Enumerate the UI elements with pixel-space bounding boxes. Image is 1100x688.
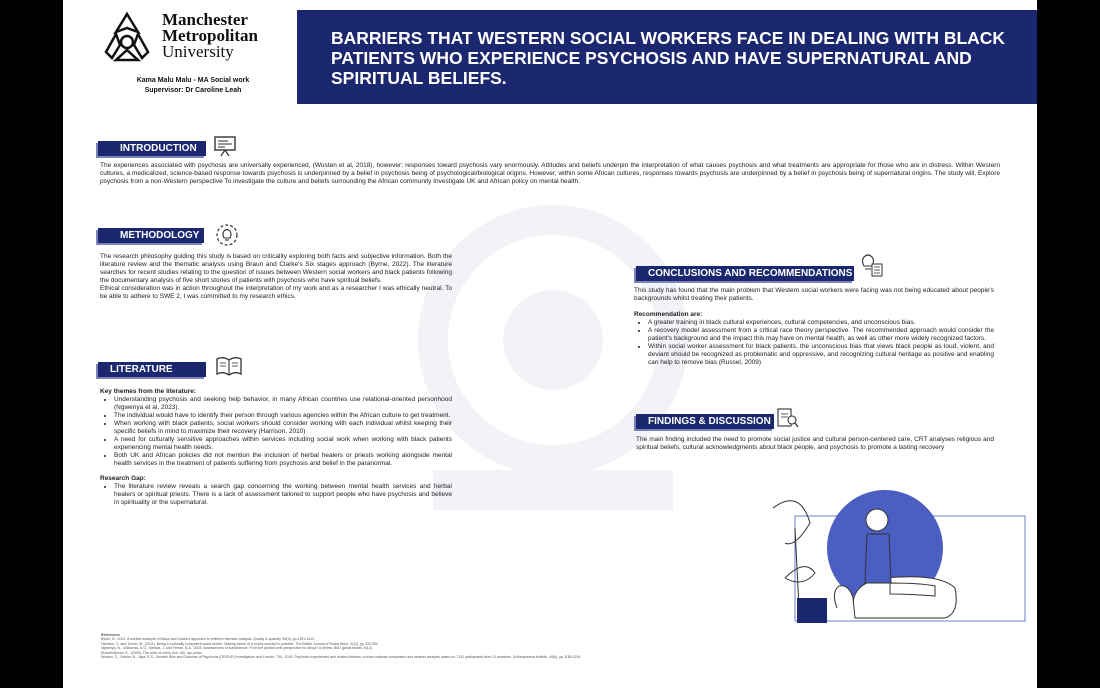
recommendations-list xyxy=(634,319,994,367)
university-name xyxy=(162,12,258,60)
university-name-line3: University xyxy=(162,42,234,61)
poster-title: BARRIERS THAT WESTERN SOCIAL WORKERS FACE IN DEALING WITH BLACK PATIENTS WHO EXPERIENCE PSYCHOSIS AND HAVE SUPERNATURAL AND SPIRITUAL BELIEFS. xyxy=(331,28,1006,88)
university-name-line2: Metropolitan xyxy=(162,26,259,45)
methodology-paragraph-1: The research philosophy guiding this study is based on criticality exploring both facts and subjective information. Both the literature review and the thematic analysis using Braun and Clarke's Six stages approach (Byrne, 2022). The literature searches for recent studies relating to the question of issues between Western social workers and black patients following the documentary analysis of five short stories of patients with psychosis who have spiritual beliefs. xyxy=(100,253,452,284)
title-banner xyxy=(297,10,1037,104)
list-item: • A recovery model assessment from a critical race theory perspective. The recommended approach would consider the patient's background and the impact this may have on mental health, as well as other more widely recognized factors. xyxy=(648,327,994,343)
reference-item: Russell-Brown, K., (2009). The color of crime (Vol. 45). nyu press. xyxy=(101,650,203,655)
person-on-chair-illustration xyxy=(745,488,1027,628)
university-name-line1: Manchester xyxy=(162,10,248,29)
clipboard-magnifier-icon xyxy=(775,405,799,429)
recommendations-label: Recommendation are: xyxy=(634,311,703,318)
list-item: • A need for culturally sensitive approaches within services including social work when working with black patients experiencing mental health needs. xyxy=(114,436,452,452)
literature-review-text xyxy=(100,388,452,507)
list-item: • When working with black patients, social workers should consider working with each individual whilst keeping their specific beliefs in mind to maximize their recovery (Harrison, 2010) xyxy=(114,420,452,436)
conclusions-text xyxy=(634,287,994,367)
key-themes-label: Key themes from the literature: xyxy=(100,388,197,395)
research-gap-list xyxy=(100,483,452,507)
conclusions-paragraph: This study has found that the main problem that Western social workers were facing was not being educated about people's backgrounds whilst treating their patients. xyxy=(634,287,994,302)
list-item: • The literature review reveals a search gap concerning the working between mental health services and herbal healers or spiritual priests. There is a lack of assessment tailored to support people who have psychosis and believe in spirituality or the supernatural. xyxy=(114,483,452,507)
poster xyxy=(63,0,1037,688)
list-item: • Understanding psychosis and seeking help behavior, in many African countries use relational-oriented personhood (Ngwenya et al, 2023). xyxy=(114,396,452,412)
open-book-icon xyxy=(214,354,244,378)
list-item: • Within social worker assessment for black patients, the unconscious bias that views black people as loud, violent, and deviant should be recognized as problematic and oppressive, and recognizing cultural heritage as positive and enabling can help to remove bias (Russel, 2009) xyxy=(648,343,994,367)
methodology-text xyxy=(100,253,452,301)
university-logo xyxy=(98,10,278,70)
list-item: • A greater training in black cultural experiences, cultural competencies, and unconscious bias. xyxy=(648,319,994,327)
research-gap-label: Research Gap: xyxy=(100,475,146,482)
reference-item: Ngwenya, N., Chibanda, D.G., Seedat, J. and Ferrari, N.A., 2023. Assessments of subsistence: From the global north perspective for Africa? A review. BMJ global health, 8(12). xyxy=(101,646,373,651)
university-logo-icon xyxy=(98,10,156,68)
findings-paragraph: The main finding included the need to promote social justice and cultural person-centered care, CRT analyses religious and spiritual beliefs, cultural acknowledgments about black people, and psychosis to promote a lasting recovery xyxy=(636,436,994,451)
lightbulb-gears-icon xyxy=(214,222,240,248)
conclusions-heading-label: CONCLUSIONS AND RECOMMENDATIONS xyxy=(648,268,853,279)
methodology-heading-label: METHODOLOGY xyxy=(120,230,200,241)
author-block xyxy=(113,76,273,96)
list-item: • The individual would have to identify their person through various agencies within the African culture to get treatment. xyxy=(114,412,452,420)
findings-text xyxy=(636,436,994,452)
introduction-text xyxy=(100,162,1000,186)
reference-item: Harrison, S. and Turner, M., (2011). Being a 'culturally competent'social worker: Making sense of a murky concept in practice. The British Journal of Social Work, 41(2), pp.333-350. xyxy=(101,641,379,646)
literature-review-heading-label: LITERATURE REVIEW xyxy=(110,364,173,390)
introduction-heading xyxy=(98,141,206,156)
author-name: Kama Malu Malu - MA Social work xyxy=(136,77,250,84)
list-item: • Both UK and African policies did not mention the inclusion of herbal healers or priests working alongside mental health services in the treatment of patients suffering from psychosis and belief in the paranormal. xyxy=(114,452,452,468)
references xyxy=(101,633,641,659)
supervisor-name: Supervisor: Dr Caroline Leah xyxy=(144,87,242,94)
methodology-heading xyxy=(98,228,204,243)
findings-heading xyxy=(636,414,774,429)
introduction-heading-label: INTRODUCTION xyxy=(120,143,197,154)
key-themes-list xyxy=(100,396,452,468)
references-heading: References xyxy=(101,633,120,637)
conclusions-heading xyxy=(636,266,854,281)
methodology-paragraph-2: Ethical consideration was in action throughout the interpretation of my work and as a researcher I was ethically neutral. To be able to adhere to SWE 2, I was committed to my research ethics. xyxy=(100,285,452,300)
lightbulb-checklist-icon xyxy=(858,252,884,278)
findings-heading-label: FINDINGS & DISCUSSION xyxy=(648,416,771,427)
introduction-paragraph: The experiences associated with psychosis are universally experienced, (Wusten et al, 2018), however; responses toward psychosis vary enormously. Attitudes and beliefs underpin the interpretation of what causes psychosis and what treatments are appropriate for those who are in distress. Within Western cultures, a medicalized, science-based response towards psychosis is underpinned by a belief in psychosis being of psychological/biological origins. However, within some African cultures, responses towards psychosis are underpinned by a belief in psychosis being of supernatural origins. The study will, Explore psychosis from a non-Western perspective To investigate the culture and beliefs surrounding the African community Investigate UK and African policy on mental health. xyxy=(100,162,1000,185)
reference-item: Byrne, D., 2022. A worked example of Braun and Clarke's approach to reflexive thematic analysis. Quality & quantity, 56(3), pp.1391-1412. xyxy=(101,637,316,642)
literature-review-heading xyxy=(98,362,206,390)
presentation-board-icon xyxy=(213,134,237,158)
reference-item: Wusten, C., Schlier, B., Jaya, E.S., Genetic Risk and Outcome of Psychosis (GROUP) Investigators and Lincoln, T.M., 2018. Psychotic experiences and related distress: a cross-national comparison and network analysis based on 7141 participants from 13 countries. Schizophrenia bulletin, 44(6), pp.1185-1194. xyxy=(101,655,582,660)
